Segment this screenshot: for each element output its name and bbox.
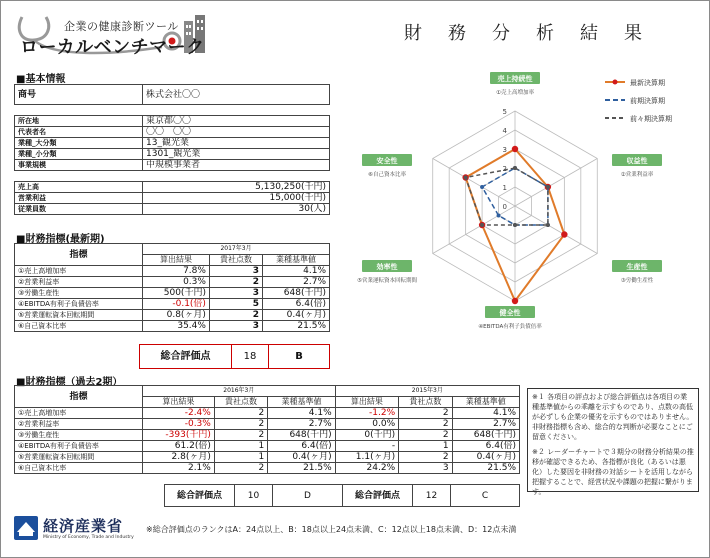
company-value: 株式会社〇〇 [143, 85, 330, 105]
axis-label: 安全性 [376, 157, 398, 165]
past-row [15, 452, 520, 463]
p1-score-value: 2 [214, 430, 267, 441]
series-point [497, 214, 501, 218]
company-figures-table [14, 181, 330, 215]
score-value: 3 [209, 288, 262, 299]
indicator-header: 指標 [15, 244, 143, 266]
industry-minor-value: 1301_観光業 [143, 149, 330, 160]
operating-profit-label: 営業利益 [15, 193, 143, 204]
past2-total-score: 12 [413, 485, 451, 507]
p1-industry-value: 4.1% [268, 408, 335, 419]
p2-industry-value: 4.1% [452, 408, 519, 419]
address-label: 所在地 [15, 116, 143, 127]
tick-label: 0 [502, 203, 507, 211]
company-name-table [14, 84, 330, 105]
result-value: 0.8(ヶ月) [143, 310, 210, 321]
latest-indicators-heading: ■財務指標(最新期) [16, 234, 105, 245]
axis-label: 売上持続性 [497, 75, 533, 83]
series-point [561, 231, 567, 237]
series-point [513, 166, 517, 170]
latest-total-grade: B [269, 345, 330, 369]
p1-result-value: -0.3% [143, 419, 215, 430]
past-period-1: 2016年3月 [143, 386, 336, 397]
axis-sublabel: ②営業利益率 [620, 172, 654, 178]
industry-major-value: 13_観光業 [143, 138, 330, 149]
past-row [15, 441, 520, 452]
latest-period: 2017年3月 [143, 244, 330, 255]
past-row [15, 419, 520, 430]
past1-total-grade: D [273, 485, 343, 507]
indicator-name: ⑤営業運転資本回転期間 [15, 310, 143, 321]
local-benchmark-logo [12, 7, 210, 63]
tick-label: 4 [502, 127, 507, 135]
p2-industry-value: 648(千円) [452, 430, 519, 441]
p2-result-value: - [335, 441, 398, 452]
score-value: 5 [209, 299, 262, 310]
p1-col-score: 貴社点数 [214, 397, 267, 408]
series-point [513, 223, 517, 227]
p1-industry-value: 21.5% [268, 463, 335, 474]
series-point [464, 176, 468, 180]
series-line [466, 168, 548, 225]
company-label: 商号 [15, 85, 143, 105]
note-2: ※２ レーダーチャートで３期分の財務分析結果の推移が確認できるため、各指標が良化（あるいは悪化）した要因を非財務の対話シートを活用しながら把握することで、経営状況や課題の把握に繋がります。 [532, 448, 694, 496]
p2-industry-value: 21.5% [452, 463, 519, 474]
p2-score-value: 2 [399, 430, 452, 441]
radar-chart [350, 68, 696, 338]
axis-label: 収益性 [626, 157, 648, 165]
past-period-2: 2015年3月 [335, 386, 519, 397]
operating-profit-value: 15,000(千円) [143, 193, 330, 204]
p2-result-value: -1.2% [335, 408, 398, 419]
result-value: 35.4% [143, 321, 210, 332]
p2-result-value: 1.1(ヶ月) [335, 452, 398, 463]
address-value: 東京都〇〇 [143, 116, 330, 127]
p1-industry-value: 2.7% [268, 419, 335, 430]
industry-value: 6.4(倍) [263, 299, 330, 310]
p2-col-industry: 業種基準値 [452, 397, 519, 408]
tick-label: 2 [502, 165, 507, 173]
past-indicators-table [14, 385, 520, 474]
result-value: 500(千円) [143, 288, 210, 299]
industry-value: 2.7% [263, 277, 330, 288]
representative-value: 〇〇 〇〇 [143, 127, 330, 138]
page-title: 財務分析結果 [404, 23, 668, 44]
p2-score-value: 2 [399, 408, 452, 419]
latest-row [15, 277, 330, 288]
series-point [480, 185, 484, 189]
p1-industry-value: 6.4(倍) [268, 441, 335, 452]
p2-score-value: 2 [399, 419, 452, 430]
past2-total-label: 総合評価点 [343, 485, 413, 507]
p2-result-value: 0.0% [335, 419, 398, 430]
indicator-name: ⑥自己資本比率 [15, 463, 143, 474]
past-total-table [164, 484, 520, 507]
industry-value: 648(千円) [263, 288, 330, 299]
p2-result-value: 24.2% [335, 463, 398, 474]
axis-sublabel: ④EBITDA有利子負債倍率 [478, 324, 542, 330]
axis-sublabel: ①売上高増加率 [496, 90, 534, 96]
p1-result-value: -393(千円) [143, 430, 215, 441]
radar-chart-svg [350, 68, 696, 338]
past-row [15, 463, 520, 474]
axis-spoke [433, 206, 515, 254]
industry-value: 21.5% [263, 321, 330, 332]
indicator-name: ②営業利益率 [15, 419, 143, 430]
series-point [512, 298, 518, 304]
tick-label: 5 [502, 108, 507, 116]
past1-total-label: 総合評価点 [165, 485, 235, 507]
representative-label: 代表者名 [15, 127, 143, 138]
grade-footnote: ※総合評価点のランクはA：24点以上、B：18点以上24点未満、C：12点以上18点未満、D：12点未満 [146, 525, 517, 534]
p1-score-value: 2 [214, 463, 267, 474]
p1-col-result: 算出結果 [143, 397, 215, 408]
col-result: 算出結果 [143, 255, 210, 266]
score-value: 2 [209, 277, 262, 288]
axis-sublabel: ⑤営業運転資本回転期間 [357, 278, 417, 284]
note-1: ※１ 各項目の評点および総合評価点は各項目の業種基準値からの乖離を示すものであり、点数の高低が必ずしも企業の優劣を示すものではありません。非財務指標も含め、総合的な判断が必要なことにご留意ください。 [532, 393, 694, 441]
p1-score-value: 2 [214, 419, 267, 430]
past-indicator-header: 指標 [15, 386, 143, 408]
p1-score-value: 1 [214, 441, 267, 452]
past-row [15, 408, 520, 419]
score-value: 2 [209, 310, 262, 321]
p1-score-value: 2 [214, 408, 267, 419]
industry-value: 0.4(ヶ月) [263, 310, 330, 321]
p1-result-value: 61.2(倍) [143, 441, 215, 452]
latest-total-score: 18 [232, 345, 269, 369]
latest-row [15, 299, 330, 310]
sales-value: 5,130,250(千円) [143, 182, 330, 193]
score-value: 3 [209, 321, 262, 332]
series-point [546, 185, 550, 189]
p2-result-value: 0(千円) [335, 430, 398, 441]
p1-result-value: 2.1% [143, 463, 215, 474]
past-row [15, 430, 520, 441]
p1-result-value: -2.4% [143, 408, 215, 419]
tick-label: 3 [502, 146, 507, 154]
legend-marker [613, 80, 618, 85]
past-indicators-heading: ■財務指標（過去2期） [16, 377, 123, 388]
tick-label: 1 [502, 184, 507, 192]
axis-spoke [515, 159, 597, 207]
p2-score-value: 3 [399, 463, 452, 474]
p1-industry-value: 648(千円) [268, 430, 335, 441]
p2-industry-value: 6.4(倍) [452, 441, 519, 452]
axis-sublabel: ⑥自己資本比率 [368, 172, 406, 178]
indicator-name: ⑥自己資本比率 [15, 321, 143, 332]
scale-value: 中規模事業者 [143, 160, 330, 171]
basic-info-heading: ■基本情報 [16, 74, 66, 85]
notes-box [527, 388, 699, 496]
indicator-name: ③労働生産性 [15, 430, 143, 441]
indicator-name: ②営業利益率 [15, 277, 143, 288]
indicator-name: ④EBITDA有利子負債倍率 [15, 441, 143, 452]
company-detail-table [14, 115, 330, 171]
series-point [480, 223, 484, 227]
logo-subtitle: 企業の健康診断ツール [64, 20, 179, 33]
indicator-name: ④EBITDA有利子負債倍率 [15, 299, 143, 310]
p2-col-score: 貴社点数 [399, 397, 452, 408]
result-value: -0.1(倍) [143, 299, 210, 310]
latest-row [15, 288, 330, 299]
industry-value: 4.1% [263, 266, 330, 277]
indicator-name: ①売上高増加率 [15, 266, 143, 277]
past1-total-score: 10 [235, 485, 273, 507]
p2-score-value: 1 [399, 441, 452, 452]
indicator-name: ⑤営業運転資本回転期間 [15, 452, 143, 463]
industry-major-label: 業種_大分類 [15, 138, 143, 149]
indicator-name: ①売上高増加率 [15, 408, 143, 419]
axis-sublabel: ③労働生産性 [620, 278, 654, 284]
industry-minor-label: 業種_小分類 [15, 149, 143, 160]
score-value: 3 [209, 266, 262, 277]
p1-industry-value: 0.4(ヶ月) [268, 452, 335, 463]
axis-label: 効率性 [376, 263, 398, 271]
sales-label: 売上高 [15, 182, 143, 193]
latest-total-label: 総合評価点 [140, 345, 232, 369]
result-value: 7.8% [143, 266, 210, 277]
col-industry: 業種基準値 [263, 255, 330, 266]
axis-label: 健全性 [499, 309, 521, 317]
latest-total-table [139, 344, 330, 369]
p1-col-industry: 業種基準値 [268, 397, 335, 408]
employees-label: 従業員数 [15, 204, 143, 215]
result-value: 0.3% [143, 277, 210, 288]
latest-row [15, 310, 330, 321]
ministry-name: 経済産業省 [43, 517, 124, 535]
p2-col-result: 算出結果 [335, 397, 398, 408]
latest-row [15, 266, 330, 277]
ministry-name-en: Ministry of Economy, Trade and Industry [43, 535, 134, 540]
p2-industry-value: 0.4(ヶ月) [452, 452, 519, 463]
series-point [512, 146, 518, 152]
latest-indicators-table [14, 243, 330, 332]
latest-row [15, 321, 330, 332]
scale-label: 事業規模 [15, 160, 143, 171]
indicator-name: ③労働生産性 [15, 288, 143, 299]
p2-industry-value: 2.7% [452, 419, 519, 430]
p1-result-value: 2.8(ヶ月) [143, 452, 215, 463]
legend-label: 最新決算期 [630, 79, 665, 87]
legend-label: 前期決算期 [630, 97, 665, 105]
p1-score-value: 1 [214, 452, 267, 463]
series-point [546, 223, 550, 227]
logo-title: ローカルベンチマーク [20, 37, 205, 58]
legend-label: 前々期決算期 [630, 115, 672, 123]
past2-total-grade: C [451, 485, 520, 507]
meti-logo [12, 512, 137, 548]
axis-label: 生産性 [626, 263, 648, 271]
col-score: 貴社点数 [209, 255, 262, 266]
employees-value: 30(人) [143, 204, 330, 215]
p2-score-value: 2 [399, 452, 452, 463]
